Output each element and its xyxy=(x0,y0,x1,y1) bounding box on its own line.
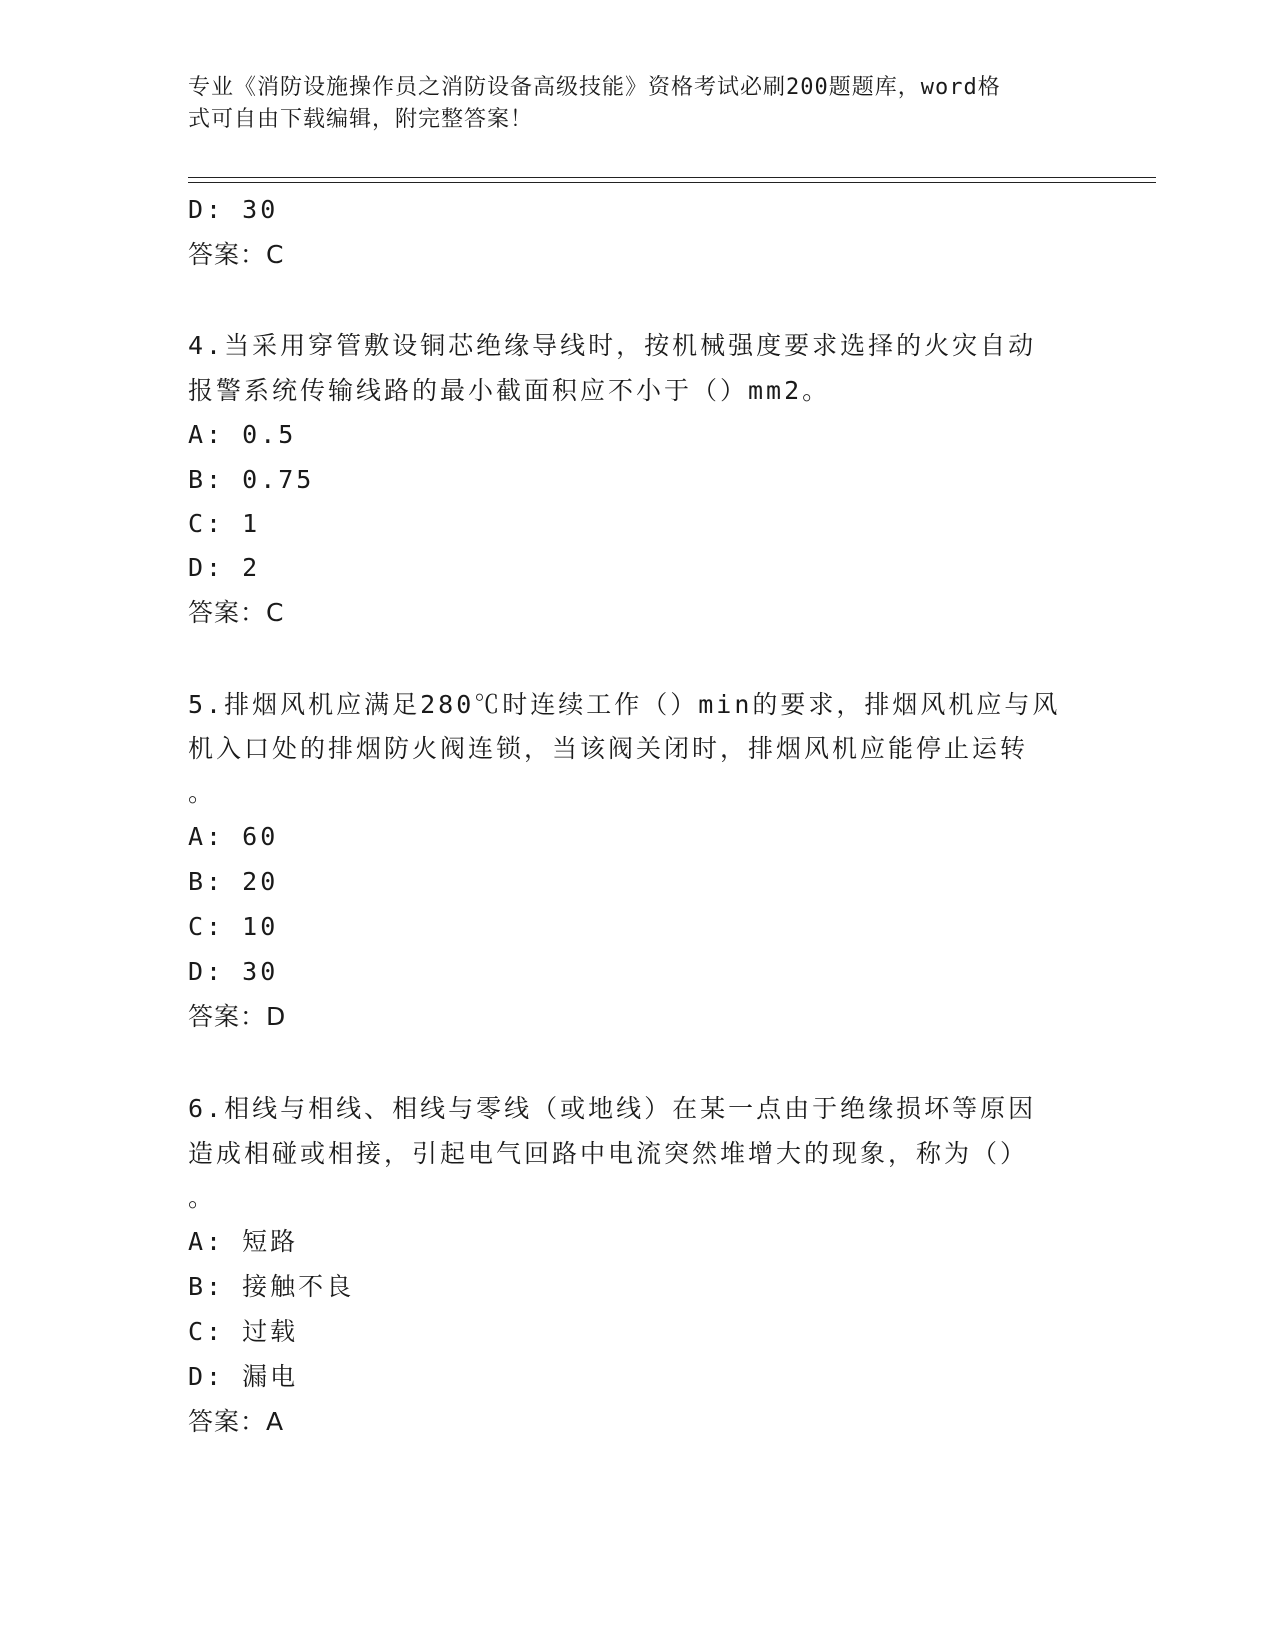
q4-stem-line-1: 4.当采用穿管敷设铜芯绝缘导线时，按机械强度要求选择的火灾自动 xyxy=(188,331,1037,360)
q4-option-d: D: 2 xyxy=(188,553,261,582)
q6-stem-line-3: 。 xyxy=(188,1183,217,1212)
q4-stem-line-2: 报警系统传输线路的最小截面积应不小于（）mm2。 xyxy=(188,376,831,405)
q6-stem-line-1: 6.相线与相线、相线与零线（或地线）在某一点由于绝缘损坏等原因 xyxy=(188,1094,1037,1123)
header-title-line-1: 专业《消防设施操作员之消防设备高级技能》资格考试必刷200题题库，word格 xyxy=(188,75,1001,100)
q5-option-b: B: 20 xyxy=(188,867,279,896)
q6-answer: 答案：A xyxy=(188,1407,285,1436)
q3-option-d: D: 30 xyxy=(188,195,279,224)
q5-stem-line-3: 。 xyxy=(188,778,217,807)
q6-option-c: C: 过载 xyxy=(188,1317,299,1346)
q5-stem-line-1: 5.排烟风机应满足280℃时连续工作（）min的要求，排烟风机应与风 xyxy=(188,690,1061,719)
q5-stem-line-2: 机入口处的排烟防火阀连锁，当该阀关闭时，排烟风机应能停止运转 xyxy=(188,734,1029,763)
header-divider-bottom xyxy=(188,182,1156,183)
q5-option-d: D: 30 xyxy=(188,957,279,986)
header-divider-top xyxy=(188,177,1156,178)
q5-option-c: C: 10 xyxy=(188,912,279,941)
q5-answer: 答案：D xyxy=(188,1002,287,1031)
q6-option-d: D: 漏电 xyxy=(188,1362,299,1391)
q5-option-a: A: 60 xyxy=(188,822,279,851)
q4-option-b: B: 0.75 xyxy=(188,465,315,494)
q4-answer: 答案：C xyxy=(188,598,285,627)
q6-stem-line-2: 造成相碰或相接，引起电气回路中电流突然堆增大的现象，称为（） xyxy=(188,1139,1029,1168)
q4-option-a: A: 0.5 xyxy=(188,420,297,449)
q6-option-a: A: 短路 xyxy=(188,1227,299,1256)
q4-option-c: C: 1 xyxy=(188,509,261,538)
header-title-line-2: 式可自由下载编辑，附完整答案！ xyxy=(188,107,534,132)
q6-option-b: B: 接触不良 xyxy=(188,1272,355,1301)
q3-answer: 答案：C xyxy=(188,240,285,269)
document-header xyxy=(188,72,1088,136)
